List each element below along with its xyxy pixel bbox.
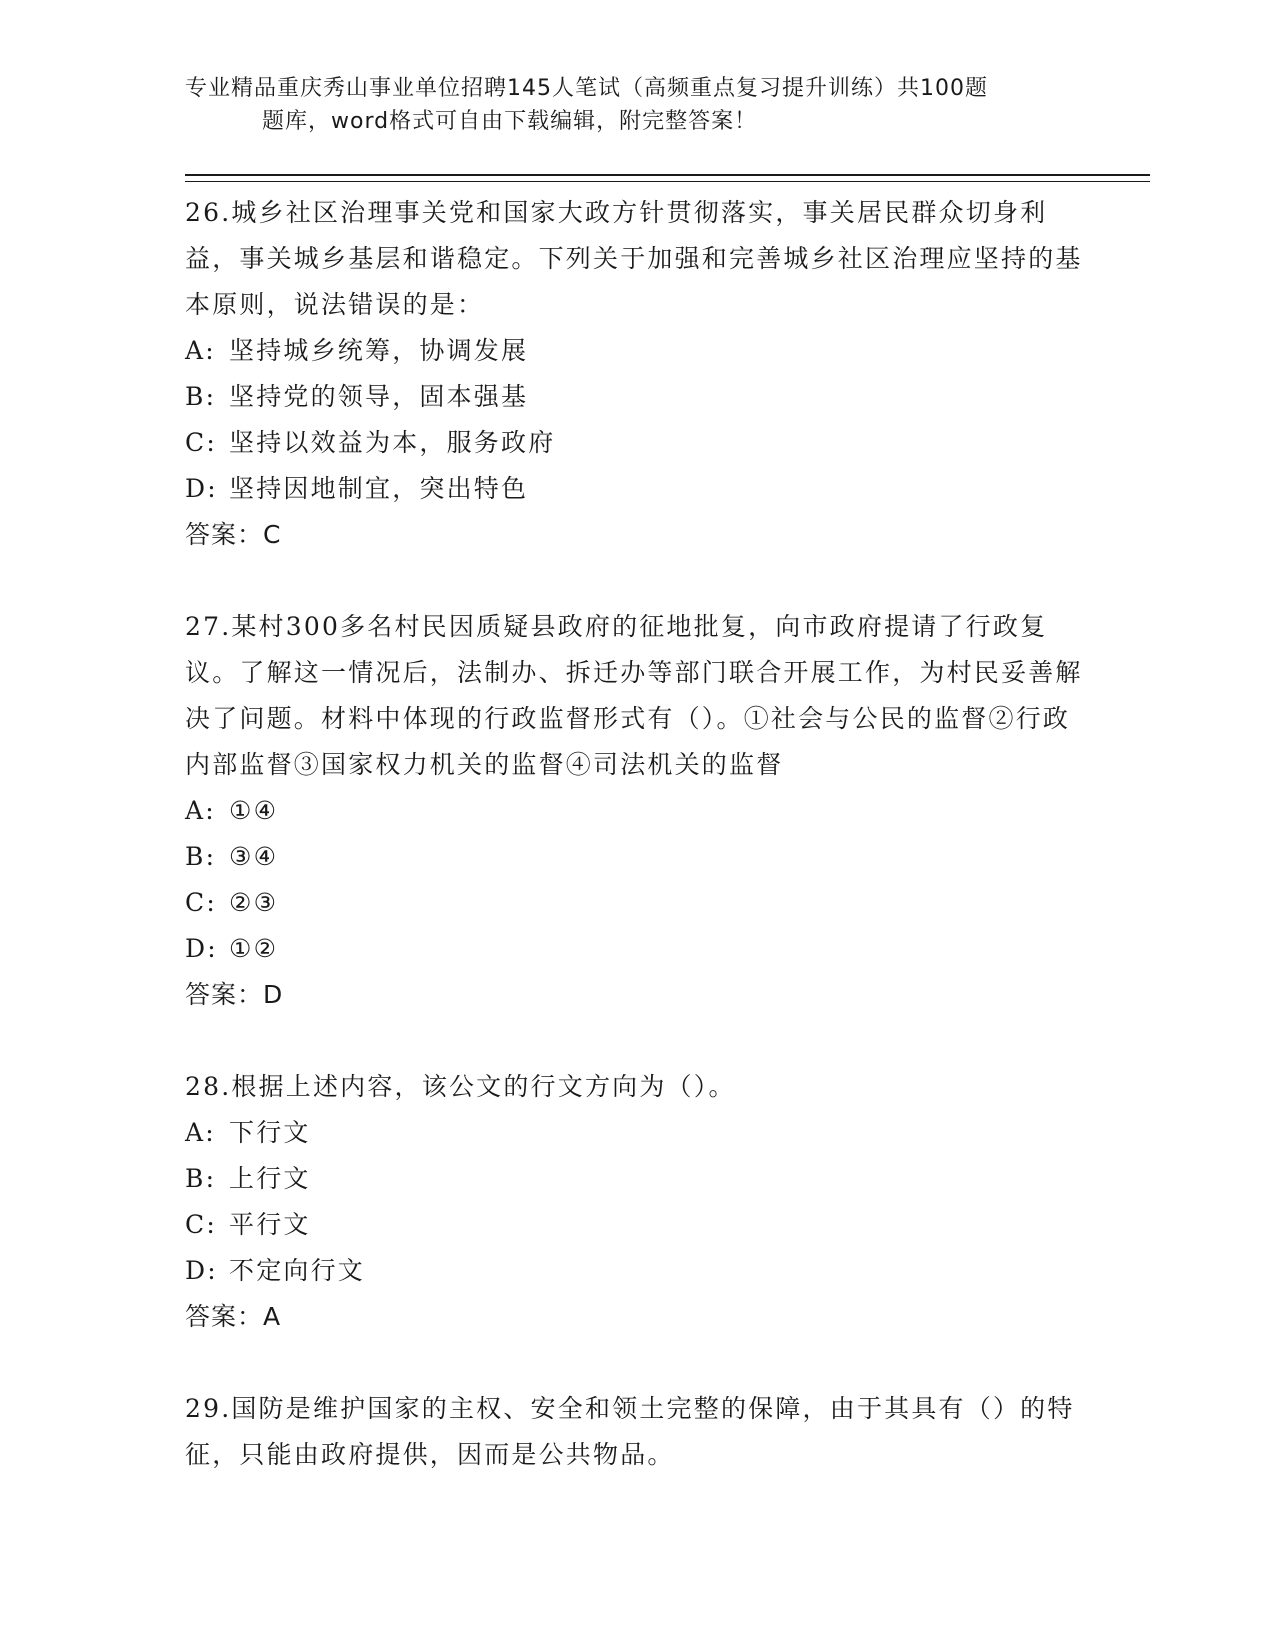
question-list — [185, 190, 1085, 1478]
option-letter: B: — [185, 1164, 217, 1193]
option-text: ①② — [229, 934, 279, 963]
option-letter: C: — [185, 888, 217, 917]
question-27 — [185, 604, 1085, 1018]
page-header — [185, 72, 1085, 138]
header-title-line-2: 题库，word格式可自由下载编辑，附完整答案！ — [262, 109, 758, 134]
option-b — [185, 1156, 1085, 1202]
option-text: ③④ — [229, 842, 279, 871]
option-text: ①④ — [229, 796, 279, 825]
option-letter: A: — [185, 1118, 216, 1147]
option-letter: B: — [185, 382, 217, 411]
question-spacer — [185, 1018, 1085, 1064]
option-text: 坚持党的领导，固本强基 — [229, 382, 529, 411]
option-letter: C: — [185, 1210, 217, 1239]
option-c — [185, 880, 1085, 926]
option-a — [185, 328, 1085, 374]
option-text: ②③ — [229, 888, 279, 917]
option-text: 坚持因地制宜，突出特色 — [229, 474, 529, 503]
option-b — [185, 834, 1085, 880]
option-text: 坚持以效益为本，服务政府 — [229, 428, 556, 457]
question-spacer — [185, 1340, 1085, 1386]
option-text: 上行文 — [229, 1164, 311, 1193]
question-stem: 26.城乡社区治理事关党和国家大政方针贯彻落实，事关居民群众切身利益，事关城乡基层和谐稳定。下列关于加强和完善城乡社区治理应坚持的基本原则，说法错误的是： — [185, 198, 1083, 319]
option-letter: A: — [185, 796, 216, 825]
header-divider-thin — [185, 181, 1150, 182]
question-stem: 28.根据上述内容，该公文的行文方向为（）。 — [185, 1072, 736, 1101]
option-text: 平行文 — [229, 1210, 311, 1239]
option-d — [185, 926, 1085, 972]
question-29 — [185, 1386, 1085, 1478]
answer-line: 答案：A — [185, 1302, 282, 1331]
option-text: 不定向行文 — [229, 1256, 366, 1285]
option-text: 下行文 — [229, 1118, 311, 1147]
option-text: 坚持城乡统筹，协调发展 — [229, 336, 529, 365]
option-b — [185, 374, 1085, 420]
option-letter: C: — [185, 428, 217, 457]
header-divider-thick — [185, 174, 1150, 176]
option-letter: B: — [185, 842, 217, 871]
option-a — [185, 1110, 1085, 1156]
question-stem: 29.国防是维护国家的主权、安全和领土完整的保障，由于其具有（）的特征，只能由政府提供，因而是公共物品。 — [185, 1394, 1075, 1469]
option-letter: D: — [185, 934, 218, 963]
option-c — [185, 420, 1085, 466]
option-c — [185, 1202, 1085, 1248]
option-letter: D: — [185, 1256, 218, 1285]
option-d — [185, 1248, 1085, 1294]
option-letter: A: — [185, 336, 216, 365]
question-28 — [185, 1064, 1085, 1340]
question-spacer — [185, 558, 1085, 604]
option-letter: D: — [185, 474, 218, 503]
question-26 — [185, 190, 1085, 558]
answer-line: 答案：C — [185, 520, 282, 549]
answer-line: 答案：D — [185, 980, 284, 1009]
option-d — [185, 466, 1085, 512]
header-title-line-1: 专业精品重庆秀山事业单位招聘145人笔试（高频重点复习提升训练）共100题 — [185, 76, 988, 101]
question-stem: 27.某村300多名村民因质疑县政府的征地批复，向市政府提请了行政复议。了解这一情况后，法制办、拆迁办等部门联合开展工作，为村民妥善解决了问题。材料中体现的行政监督形式有（）。①社会与公民的监督②行政内部监督③国家权力机关的监督④司法机关的监督 — [185, 612, 1083, 779]
option-a — [185, 788, 1085, 834]
